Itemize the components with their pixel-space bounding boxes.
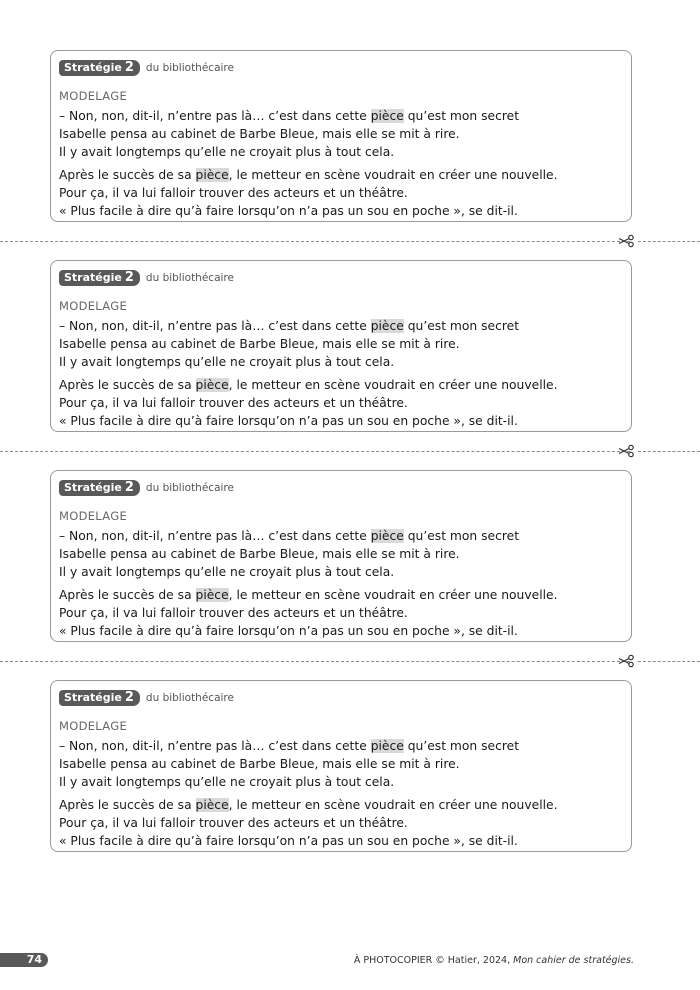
text-line: Isabelle pensa au cabinet de Barbe Bleue, mais elle se mit à rire. [59,757,460,771]
highlighted-word: pièce [370,109,404,123]
strategy-card-2 [50,260,632,432]
card-header [59,60,234,76]
scissors-icon [617,444,635,458]
text-line: Après le succès de sa pièce, le metteur en scène voudrait en créer une nouvelle. [59,378,558,392]
highlighted-word: pièce [195,798,229,812]
page-number: 74 [0,953,48,967]
text-line: « Plus facile à dire qu’à faire lorsqu’on n’a pas un sou en poche », se dit-il. [59,834,518,848]
paragraph-1 [59,527,519,581]
card-subtitle: du bibliothécaire [145,692,234,704]
text-line: Isabelle pensa au cabinet de Barbe Bleue, mais elle se mit à rire. [59,337,460,351]
text-line: « Plus facile à dire qu’à faire lorsqu’on n’a pas un sou en poche », se dit-il. [59,624,518,638]
strategy-badge: Stratégie 2 [59,60,140,76]
card-subtitle: du bibliothécaire [145,62,234,74]
text-line: Après le succès de sa pièce, le metteur en scène voudrait en créer une nouvelle. [59,798,558,812]
highlighted-word: pièce [195,378,229,392]
text-line: Il y avait longtemps qu’elle ne croyait plus à tout cela. [59,145,395,159]
card-subtitle: du bibliothécaire [145,482,234,494]
text-line: Pour ça, il va lui falloir trouver des acteurs et un théâtre. [59,396,408,410]
highlighted-word: pièce [370,529,404,543]
scissors-icon [617,654,635,668]
strategy-badge: Stratégie 2 [59,690,140,706]
section-label: MODELAGE [59,509,128,523]
text-line: Après le succès de sa pièce, le metteur en scène voudrait en créer une nouvelle. [59,588,558,602]
highlighted-word: pièce [370,319,404,333]
strategy-card-1 [50,50,632,222]
paragraph-2 [59,796,558,850]
text-line: – Non, non, dit-il, n’entre pas là… c’est dans cette pièce qu’est mon secret [59,319,520,333]
text-line: Il y avait longtemps qu’elle ne croyait plus à tout cela. [59,565,395,579]
text-line: Isabelle pensa au cabinet de Barbe Bleue, mais elle se mit à rire. [59,547,460,561]
card-header [59,480,234,496]
strategy-badge: Stratégie 2 [59,480,140,496]
card-subtitle: du bibliothécaire [145,272,234,284]
section-label: MODELAGE [59,719,128,733]
highlighted-word: pièce [370,739,404,753]
paragraph-2 [59,166,558,220]
card-header [59,690,234,706]
text-line: – Non, non, dit-il, n’entre pas là… c’est dans cette pièce qu’est mon secret [59,109,520,123]
section-label: MODELAGE [59,89,128,103]
text-line: – Non, non, dit-il, n’entre pas là… c’est dans cette pièce qu’est mon secret [59,739,520,753]
text-line: « Plus facile à dire qu’à faire lorsqu’on n’a pas un sou en poche », se dit-il. [59,414,518,428]
text-line: Il y avait longtemps qu’elle ne croyait plus à tout cela. [59,355,395,369]
paragraph-1 [59,737,519,791]
text-line: Pour ça, il va lui falloir trouver des acteurs et un théâtre. [59,606,408,620]
section-label: MODELAGE [59,299,128,313]
paragraph-1 [59,317,519,371]
text-line: Après le succès de sa pièce, le metteur en scène voudrait en créer une nouvelle. [59,168,558,182]
card-header [59,270,234,286]
text-line: Il y avait longtemps qu’elle ne croyait plus à tout cela. [59,775,395,789]
text-line: Isabelle pensa au cabinet de Barbe Bleue, mais elle se mit à rire. [59,127,460,141]
cut-line [0,445,700,457]
paragraph-2 [59,586,558,640]
text-line: Pour ça, il va lui falloir trouver des acteurs et un théâtre. [59,186,408,200]
cut-line [0,655,700,667]
cut-line [0,235,700,247]
paragraph-1 [59,107,519,161]
text-line: Pour ça, il va lui falloir trouver des acteurs et un théâtre. [59,816,408,830]
highlighted-word: pièce [195,588,229,602]
highlighted-word: pièce [195,168,229,182]
strategy-card-4 [50,680,632,852]
text-line: – Non, non, dit-il, n’entre pas là… c’est dans cette pièce qu’est mon secret [59,529,520,543]
scissors-icon [617,234,635,248]
strategy-card-3 [50,470,632,642]
text-line: « Plus facile à dire qu’à faire lorsqu’on n’a pas un sou en poche », se dit-il. [59,204,518,218]
paragraph-2 [59,376,558,430]
copyright-notice: À PHOTOCOPIER © Hatier, 2024, Mon cahier de stratégies. [353,955,634,966]
strategy-badge: Stratégie 2 [59,270,140,286]
